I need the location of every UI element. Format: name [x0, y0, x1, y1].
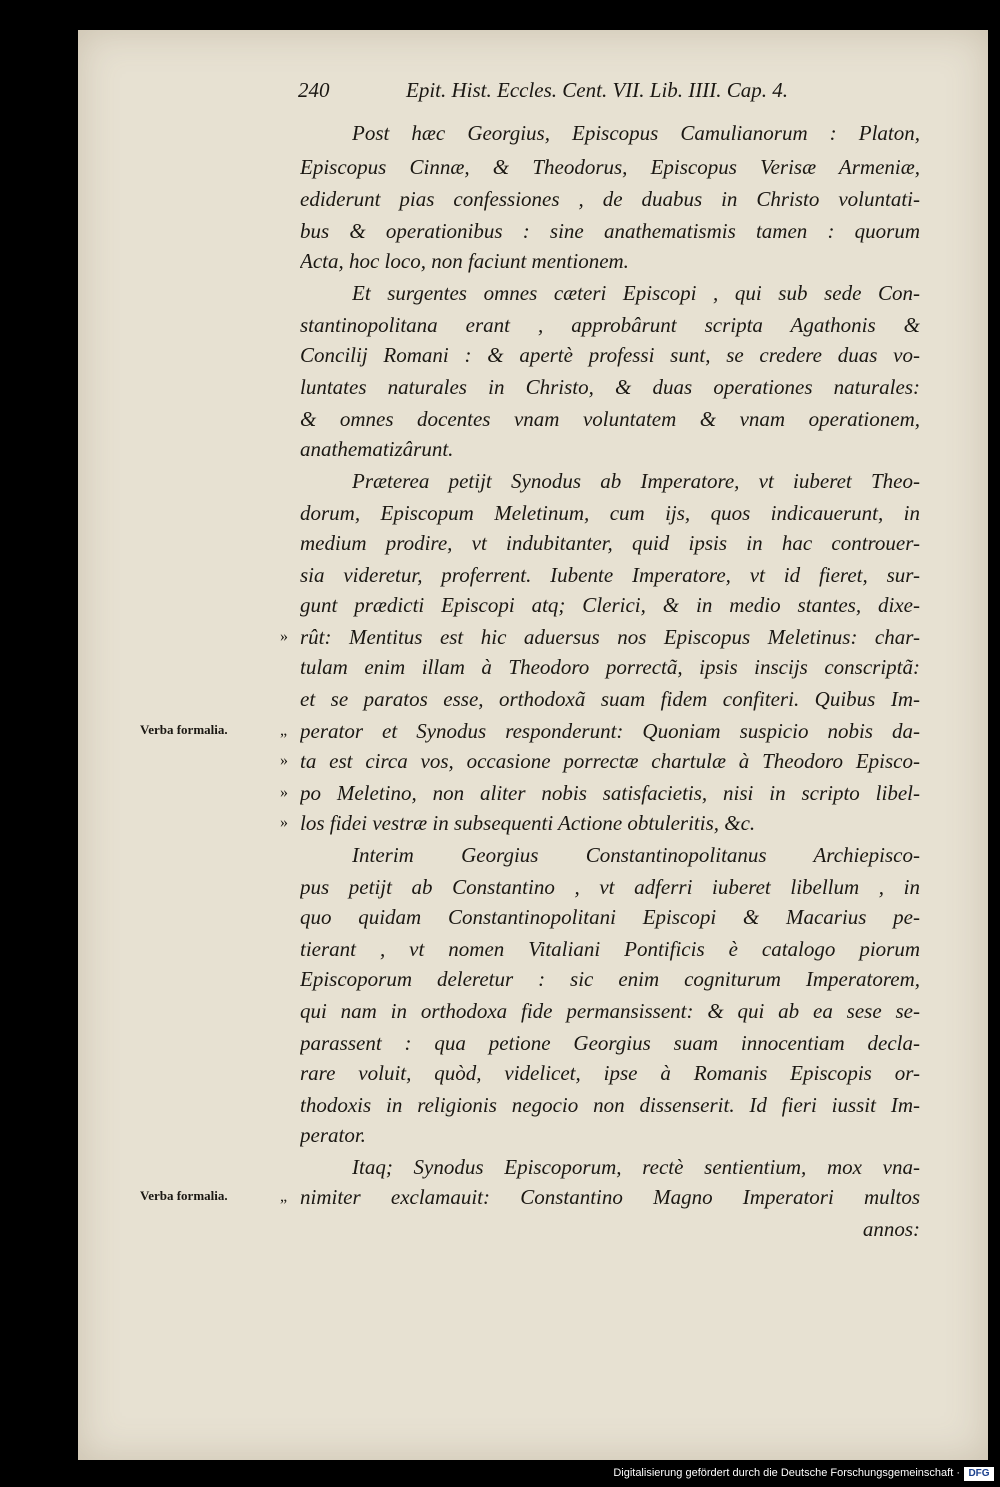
- text-line: rare voluit, quòd, videlicet, ipse à Romanis Episcopis or-: [300, 1061, 920, 1085]
- text-line: anathematizârunt.: [300, 437, 454, 461]
- text-line: ta est circa vos, occasione porrectæ chartulæ à Theodoro Episco-: [300, 749, 920, 773]
- text-line: sia videretur, proferrent. Iubente Imperatore, vt id fieret, sur-: [300, 563, 920, 587]
- text-line: luntates naturales in Christo, & duas operationes naturales:: [300, 375, 920, 399]
- quote-mark: »: [280, 814, 288, 831]
- catchword: annos:: [862, 1217, 920, 1241]
- text-line: bus & operationibus : sine anathematismis tamen : quorum: [300, 219, 920, 243]
- text-line: stantinopolitana erant , approbârunt scripta Agathonis &: [300, 313, 920, 337]
- text-line: Episcopus Cinnæ, & Theodorus, Episcopus Verisæ Armeniæ,: [300, 155, 920, 179]
- marginal-note: Verba formalia.: [140, 1188, 228, 1203]
- running-head: [290, 78, 850, 108]
- text-line: ediderunt pias confessiones , de duabus in Christo voluntati-: [300, 187, 920, 211]
- text-line: Post hæc Georgius, Episcopus Camulianorum : Platon,: [352, 121, 920, 145]
- text-line: quo quidam Constantinopolitani Episcopi & Macarius pe-: [300, 905, 920, 929]
- text-line: et se paratos esse, orthodoxã suam fidem confiteri. Quibus Im-: [300, 687, 920, 711]
- dfg-logo: DFG: [964, 1467, 994, 1481]
- text-line: & omnes docentes vnam voluntatem & vnam operationem,: [300, 407, 920, 431]
- text-line: rût: Mentitus est hic aduersus nos Episcopus Meletinus: char-: [300, 625, 920, 649]
- page-number: 240: [298, 78, 330, 102]
- text-line: medium prodire, vt indubitanter, quid ipsis in hac controuer-: [300, 531, 920, 555]
- text-line: Et surgentes omnes cæteri Episcopi , qui sub sede Con-: [352, 281, 920, 305]
- text-line: dorum, Episcopum Meletinum, cum ijs, quos indicauerunt, in: [300, 501, 920, 525]
- quote-mark: »: [280, 628, 288, 645]
- text-line: Interim Georgius Constantinopolitanus Archiepisco-: [352, 843, 920, 867]
- text-line: pus petijt ab Constantino , vt adferri iuberet libellum , in: [300, 875, 920, 899]
- text-line: Itaq; Synodus Episcoporum, rectè sentientium, mox vna-: [352, 1155, 920, 1179]
- text-line: perator.: [300, 1123, 366, 1147]
- quote-mark: „: [280, 1188, 288, 1205]
- text-line: parassent : qua petione Georgius suam innocentiam decla-: [300, 1031, 920, 1055]
- text-line: perator et Synodus responderunt: Quoniam suspicio nobis da-: [300, 719, 920, 743]
- text-line: Episcoporum deleretur : sic enim cogniturum Imperatorem,: [300, 967, 920, 991]
- text-line: nimiter exclamauit: Constantino Magno Imperatori multos: [300, 1185, 920, 1209]
- text-line: po Meletino, non aliter nobis satisfacietis, nisi in scripto libel-: [300, 781, 920, 805]
- text-line: tierant , vt nomen Vitaliani Pontificis è catalogo piorum: [300, 937, 920, 961]
- digitization-credit: Digitalisierung gefördert durch die Deutsche Forschungsgemeinschaft ·: [613, 1467, 960, 1479]
- text-line: Acta, hoc loco, non faciunt mentionem.: [300, 249, 629, 273]
- quote-mark: »: [280, 752, 288, 769]
- text-line: Præterea petijt Synodus ab Imperatore, vt iuberet Theo-: [352, 469, 920, 493]
- marginal-note: Verba formalia.: [140, 722, 228, 737]
- text-line: gunt prædicti Episcopi atq; Clerici, & in medio stantes, dixe-: [300, 593, 920, 617]
- text-line: los fidei vestræ in subsequenti Actione obtuleritis, &c.: [300, 811, 756, 835]
- text-line: thodoxis in religionis negocio non dissenserit. Id fieri iussit Im-: [300, 1093, 920, 1117]
- text-line: Concilij Romani : & apertè professi sunt, se credere duas vo-: [300, 343, 920, 367]
- text-line: tulam enim illam à Theodoro porrectã, ipsis inscijs conscriptã:: [300, 655, 920, 679]
- running-title: Epit. Hist. Eccles. Cent. VII. Lib. IIII. Cap. 4.: [406, 78, 789, 102]
- quote-mark: »: [280, 784, 288, 801]
- text-line: qui nam in orthodoxa fide permansissent: & qui ab ea sese se-: [300, 999, 920, 1023]
- quote-mark: „: [280, 722, 288, 739]
